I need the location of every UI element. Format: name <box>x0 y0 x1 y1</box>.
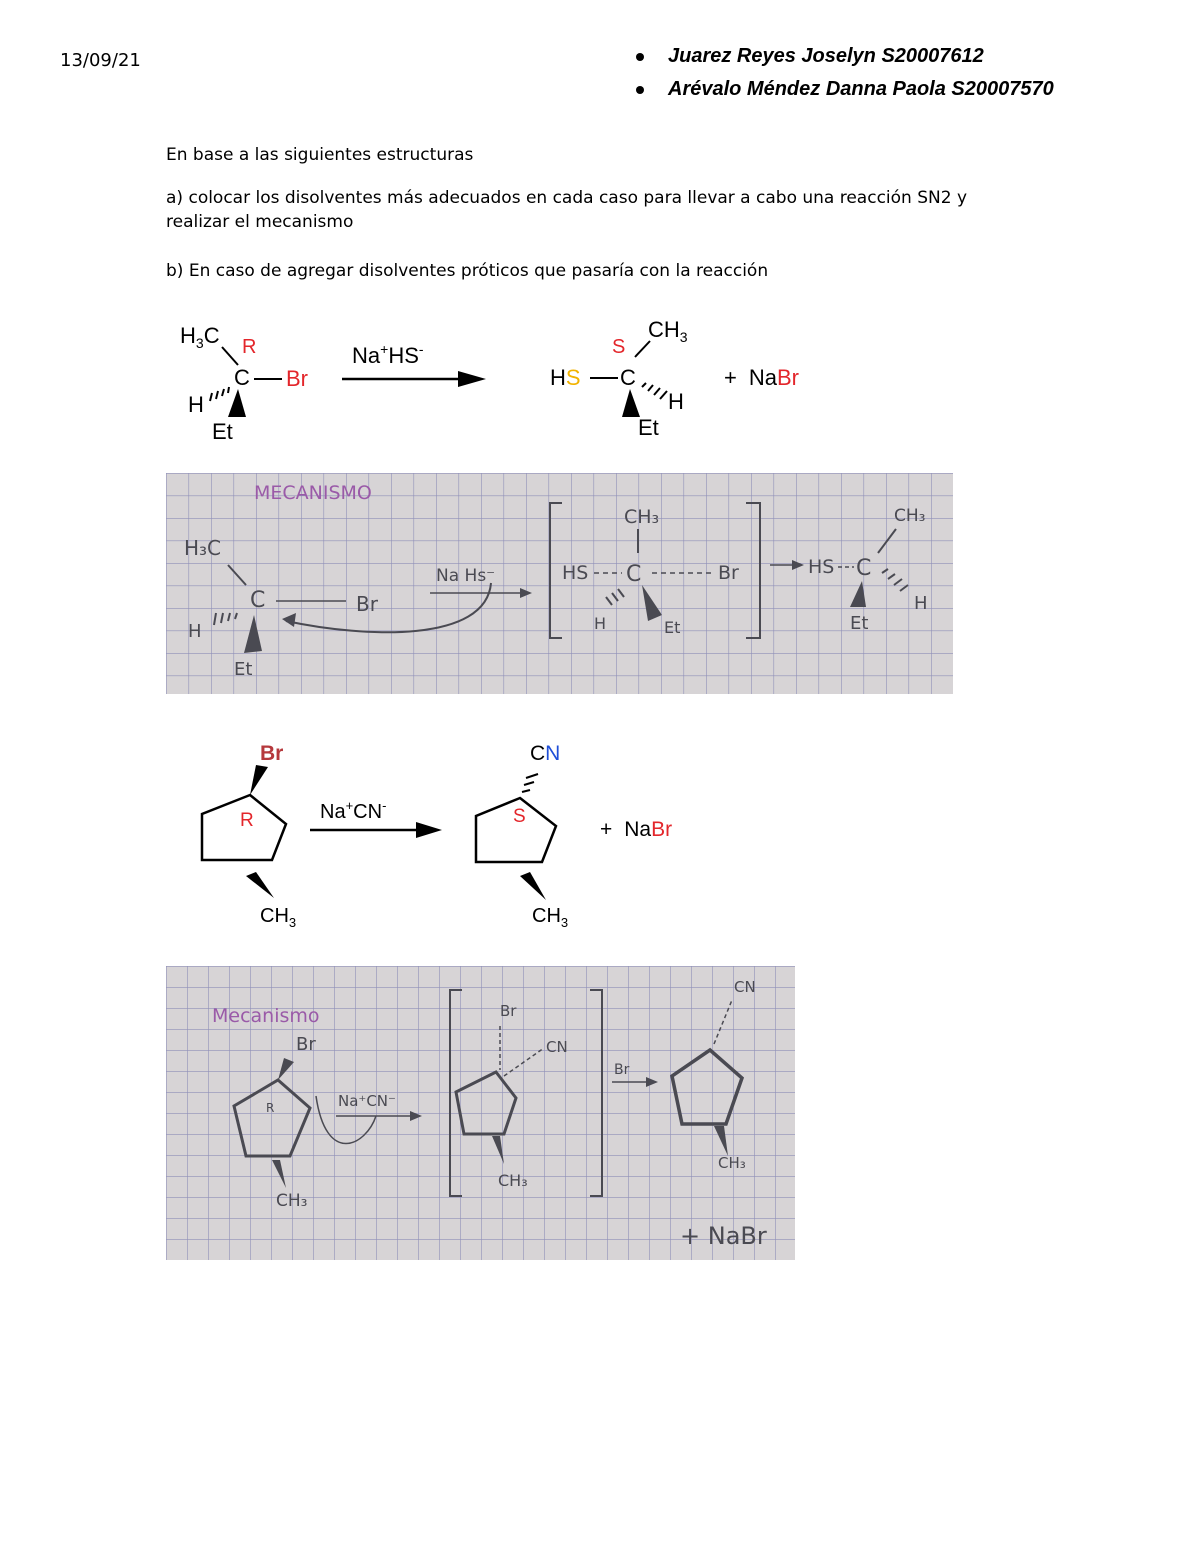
config-label-r: R <box>240 810 254 831</box>
svg-text:C: C <box>250 588 266 613</box>
svg-text:HS: HS <box>550 365 581 390</box>
reaction-2-byproduct <box>600 818 672 841</box>
svg-text:Br: Br <box>718 562 739 584</box>
svg-text:H: H <box>188 392 204 417</box>
config-label-s: S <box>612 336 626 358</box>
svg-text:H3C: $H_3C$ <box>180 323 220 351</box>
svg-text:H: H <box>668 389 684 414</box>
svg-text:Br: Br <box>500 1002 517 1020</box>
reaction-1-reactant <box>180 323 308 444</box>
svg-text:+NaBr: + NaBr <box>724 365 799 390</box>
svg-text:H: H <box>594 614 607 633</box>
mechanism-1-title: MECANISMO <box>254 482 372 504</box>
intro-text: En base a las siguientes estructuras <box>166 145 474 165</box>
svg-text:Et: Et <box>638 415 659 440</box>
reaction-1-byproduct <box>724 365 799 390</box>
question-a-text: colocar los disolventes más adecuados en cada caso para llevar a cabo una reacción SN2 y realizar el mecanismo <box>166 188 968 232</box>
question-b-label: b) <box>166 261 184 281</box>
question-a <box>166 186 1006 234</box>
reaction-1-scheme <box>150 305 870 470</box>
svg-text:Na⁺CN⁻: Na⁺CN⁻ <box>338 1092 396 1110</box>
author-item: Arévalo Méndez Danna Paola S20007570 <box>630 73 1054 106</box>
svg-text:C: C <box>234 365 250 390</box>
svg-text:Br: Br <box>356 592 378 616</box>
svg-text:C: C <box>620 365 636 390</box>
svg-text:CH₃: CH₃ <box>894 506 926 526</box>
bromine-label: Br <box>286 366 308 391</box>
svg-text:C: C <box>856 556 872 581</box>
svg-text:H₃C: H₃C <box>184 536 222 560</box>
svg-text:CN: CN <box>734 978 756 996</box>
reaction-2-reactant <box>202 742 296 930</box>
question-b <box>166 259 1006 283</box>
svg-text:+ NaBr: + NaBr <box>680 1222 767 1250</box>
svg-text:Na+CN-: Na+CN- <box>320 798 387 823</box>
svg-text:CH3: $CH_3$ <box>260 905 297 930</box>
reaction-2-product <box>476 742 568 930</box>
svg-text:Et: Et <box>850 613 869 634</box>
date: 13/09/21 <box>60 50 141 71</box>
reaction-2-scheme <box>180 730 720 940</box>
svg-text:Et: Et <box>664 618 681 637</box>
svg-text:Et: Et <box>212 419 233 444</box>
mechanism-1-photo <box>166 473 953 694</box>
svg-text:R: R <box>266 1101 275 1115</box>
question-b-text: En caso de agregar disolventes próticos que pasaría con la reacción <box>183 261 769 281</box>
config-label-s: S <box>513 806 526 827</box>
svg-text:Na Hs⁻: Na Hs⁻ <box>436 566 496 586</box>
svg-text:CN: CN <box>546 1038 568 1056</box>
svg-text:+NaBr: + NaBr <box>600 818 673 841</box>
mechanism-2-title: Mecanismo <box>212 1005 320 1027</box>
svg-text:Na+HS-: Na+HS- <box>352 341 424 368</box>
reaction-1-product <box>550 317 688 440</box>
svg-text:CN: CN <box>530 742 561 765</box>
svg-text:CH3: $CH_3$ <box>532 905 569 930</box>
svg-text:HS: HS <box>562 562 589 584</box>
reaction-1-reagent <box>342 341 486 387</box>
svg-text:C: C <box>626 562 642 587</box>
config-label-r: R <box>242 336 257 358</box>
svg-text:Et: Et <box>234 659 253 680</box>
svg-text:HS: HS <box>808 556 835 578</box>
svg-text:CH₃: CH₃ <box>624 506 660 528</box>
svg-text:H: H <box>914 593 928 614</box>
reaction-2-reagent <box>310 798 442 838</box>
mechanism-2-photo <box>166 966 795 1260</box>
bromine-label: Br <box>260 742 284 765</box>
svg-text:CH3: $CH_3$ <box>648 317 688 345</box>
author-item: Juarez Reyes Joselyn S20007612 <box>630 40 1054 73</box>
question-a-label: a) <box>166 188 184 208</box>
svg-text:CH₃: CH₃ <box>276 1191 308 1211</box>
author-list <box>630 40 1054 106</box>
svg-text:CH₃: CH₃ <box>498 1171 528 1190</box>
svg-text:Br: Br <box>614 1062 630 1078</box>
svg-text:H: H <box>188 621 202 642</box>
svg-text:Br: Br <box>296 1034 316 1055</box>
svg-text:CH₃: CH₃ <box>718 1154 746 1172</box>
